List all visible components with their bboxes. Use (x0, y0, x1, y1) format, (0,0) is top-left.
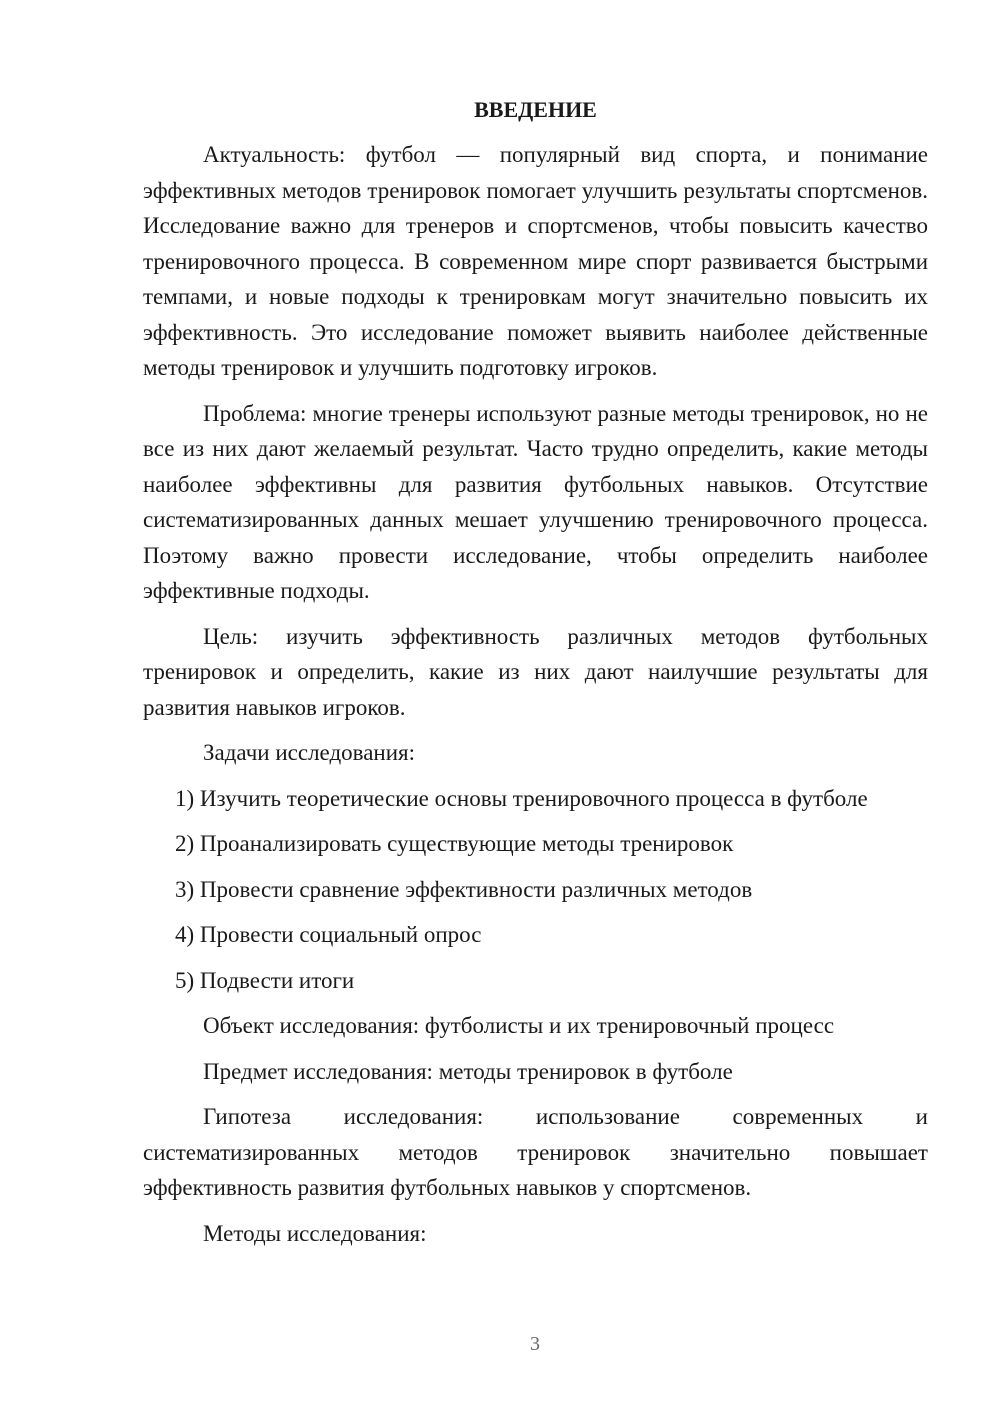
problem-paragraph: Проблема: многие тренеры используют разные методы тренировок, но не все из них дают желаемый результат. Часто трудно определить, какие методы наиболее эффективны для развития футбольных навыков. Отсутствие систематизированных данных мешает улучшению тренировочного процесса. Поэтому важно провести исследование, чтобы определить наиболее эффективные подходы. (143, 400, 928, 603)
list-item: 2) Проанализировать существующие методы тренировок (175, 831, 734, 856)
document-page (143, 92, 928, 1261)
subject-paragraph: Предмет исследования: методы тренировок в футболе (203, 1058, 733, 1084)
tasks-label: Задачи исследования: (203, 740, 416, 765)
list-item: 4) Провести социальный опрос (175, 922, 482, 947)
methods-label: Методы исследования: (203, 1220, 427, 1246)
section-heading: ВВЕДЕНИЕ (474, 97, 597, 122)
tasks-list (143, 781, 928, 999)
relevance-paragraph: Актуальность: футбол — популярный вид спорта, и понимание эффективных методов тренировок помогает улучшить результаты спортсменов. Исследование важно для тренеров и спортсменов, чтобы повысить качество тренировочного процесса. В современном мире спорт развивается быстрыми темпами, и новые подходы к тренировкам могут значительно повысить их эффективность. Это исследование поможет выявить наиболее действенные методы тренировок и улучшить подготовку игроков. (143, 142, 928, 380)
hypothesis-paragraph: Гипотеза исследования: использование современных и систематизированных методов тренировок значительно повышает эффективность развития футбольных навыков у спортсменов. (143, 1104, 928, 1200)
list-item: 3) Провести сравнение эффективности различных методов (175, 876, 753, 902)
page-number: 3 (530, 1333, 540, 1355)
list-item: 1) Изучить теоретические основы тренировочного процесса в футболе (175, 785, 868, 811)
object-paragraph: Объект исследования: футболисты и их тренировочный процесс (203, 1013, 835, 1038)
list-item: 5) Подвести итоги (175, 967, 355, 993)
goal-paragraph: Цель: изучить эффективность различных методов футбольных тренировок и определить, какие из них дают наилучшие результаты для развития навыков игроков. (143, 623, 928, 720)
